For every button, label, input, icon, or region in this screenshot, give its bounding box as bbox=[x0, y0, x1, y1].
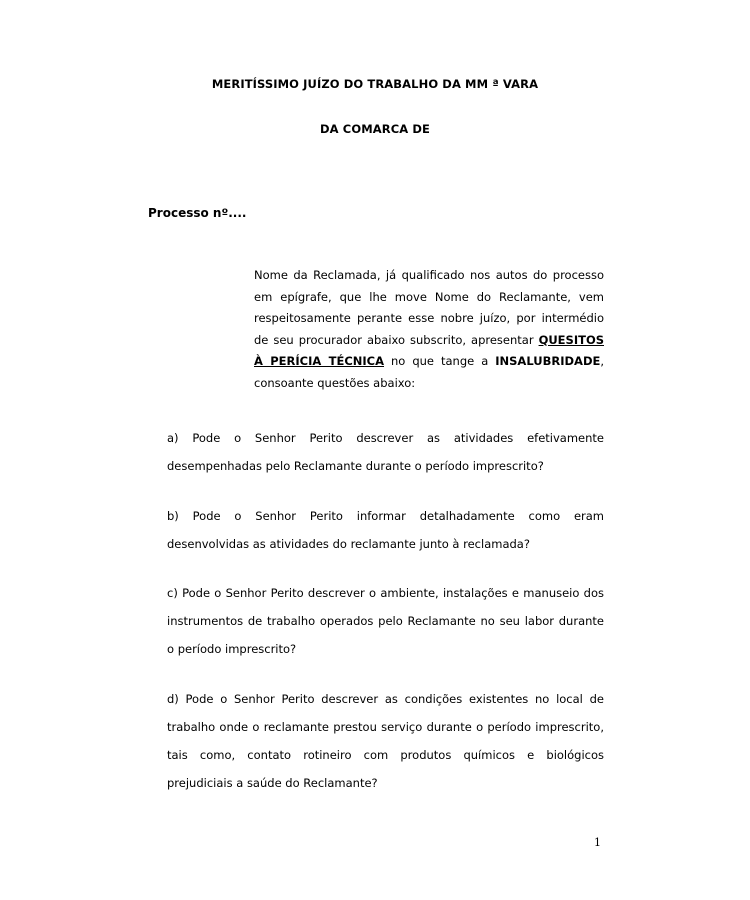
question-c bbox=[167, 579, 604, 663]
district-title: DA COMARCA DE bbox=[320, 122, 430, 136]
question-d bbox=[167, 685, 604, 797]
intro-highlight-quesitos: QUESITOS À PERÍCIA TÉCNICA bbox=[254, 332, 604, 368]
intro-highlight-insalubridade: INSALUBRIDADE bbox=[495, 354, 601, 368]
process-number: Processo nº.... bbox=[148, 206, 247, 220]
court-title: MERITÍSSIMO JUÍZO DO TRABALHO DA MM ª VARA bbox=[211, 77, 539, 91]
question-text: c) Pode o Senhor Perito descrever o ambiente, instalações e manuseio dos instrumentos de trabalho operados pelo Reclamante no seu labor durante o período imprescrito? bbox=[167, 586, 604, 656]
intro-paragraph bbox=[254, 265, 604, 394]
question-a bbox=[167, 424, 604, 480]
question-text: d) Pode o Senhor Perito descrever as condições existentes no local de trabalho onde o reclamante prestou serviço durante o período imprescrito, tais como, contato rotineiro com produtos químicos e biológicos prejudiciais a saúde do Reclamante? bbox=[167, 692, 604, 790]
intro-text-part: , consoante questões abaixo: bbox=[254, 354, 604, 390]
question-text: a) Pode o Senhor Perito descrever as atividades efetivamente desempenhadas pelo Reclamante durante o período imprescrito? bbox=[167, 431, 604, 473]
intro-text-part: no que tange a bbox=[384, 354, 496, 368]
page-number: 1 bbox=[594, 836, 601, 849]
question-text: b) Pode o Senhor Perito informar detalhadamente como eram desenvolvidas as atividades do reclamante junto à reclamada? bbox=[167, 509, 604, 551]
question-b bbox=[167, 502, 604, 558]
intro-text-part: Nome da Reclamada, já qualificado nos autos do processo em epígrafe, que lhe move Nome do Reclamante, vem respeitosamente perante esse nobre juízo, por intermédio de seu procurador abaixo subscrito, apresentar bbox=[254, 268, 604, 347]
